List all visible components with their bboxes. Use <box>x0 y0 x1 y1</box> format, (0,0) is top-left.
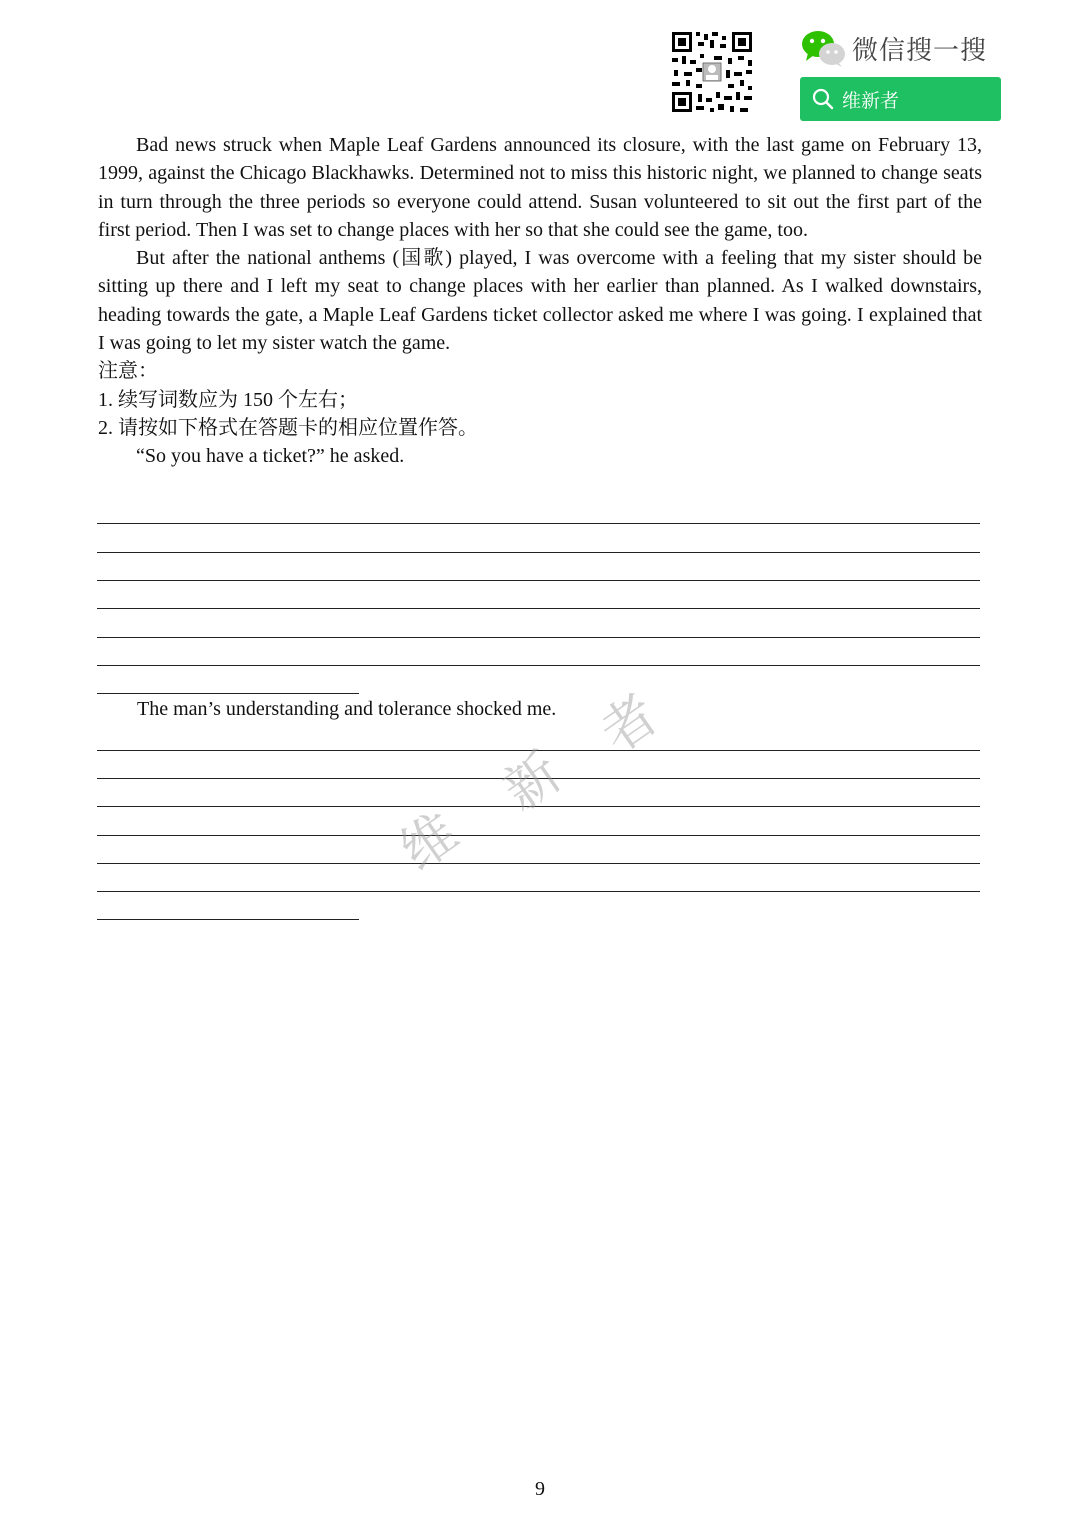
wechat-logo-icon <box>800 28 846 68</box>
writing-line[interactable] <box>97 580 980 581</box>
passage <box>98 131 982 471</box>
wechat-search-label: 微信搜一搜 <box>852 35 988 66</box>
note-item-2: 2. 请按如下格式在答题卡的相应位置作答。 <box>98 416 478 439</box>
notes-heading: 注意： <box>98 360 158 383</box>
writing-line[interactable] <box>97 552 980 553</box>
wechat-search-header <box>800 28 1005 68</box>
writing-line[interactable] <box>97 608 980 609</box>
watermark-char: 新 <box>492 740 573 824</box>
writing-line[interactable] <box>97 665 980 666</box>
note-item-1: 1. 续写词数应为 150 个左右； <box>98 388 358 411</box>
writing-line[interactable] <box>97 891 980 892</box>
search-term: 维新者 <box>842 89 900 112</box>
writing-line[interactable] <box>97 693 359 694</box>
qr-code-icon <box>670 30 754 114</box>
search-icon <box>812 88 834 110</box>
page-number: 9 <box>535 1478 545 1500</box>
watermark-char: 者 <box>589 682 670 766</box>
writing-line[interactable] <box>97 523 980 524</box>
writing-line[interactable] <box>97 637 980 638</box>
paragraph-1: Bad news struck when Maple Leaf Gardens announced its closure, with the last game on February 13, 1999, against the Chicago Blackhawks. Determined not to miss this historic night, we planned to change seats in turn through the three periods so everyone could attend. Susan volunteered to sit out the first part of the first period. Then I was set to change places with her so that she could see the game, too. <box>98 134 982 241</box>
watermark-char: 维 <box>389 800 470 884</box>
writing-line[interactable] <box>97 835 980 836</box>
paragraph-2: But after the national anthems (国歌) played, I was overcome with a feeling that my sister should be sitting up there and I left my seat to change places with her earlier than planned. As I walked downstairs, heading towards the gate, a Maple Leaf Gardens ticket collector asked me where I was going. I explained that I was going to let my sister watch the game. <box>98 247 982 355</box>
qr-code <box>670 30 754 114</box>
writing-line[interactable] <box>97 919 359 920</box>
prompt-first: “So you have a ticket?” he asked. <box>136 445 405 468</box>
search-box[interactable] <box>800 77 1001 121</box>
writing-line[interactable] <box>97 863 980 864</box>
prompt-second: The man’s understanding and tolerance shocked me. <box>137 698 557 720</box>
